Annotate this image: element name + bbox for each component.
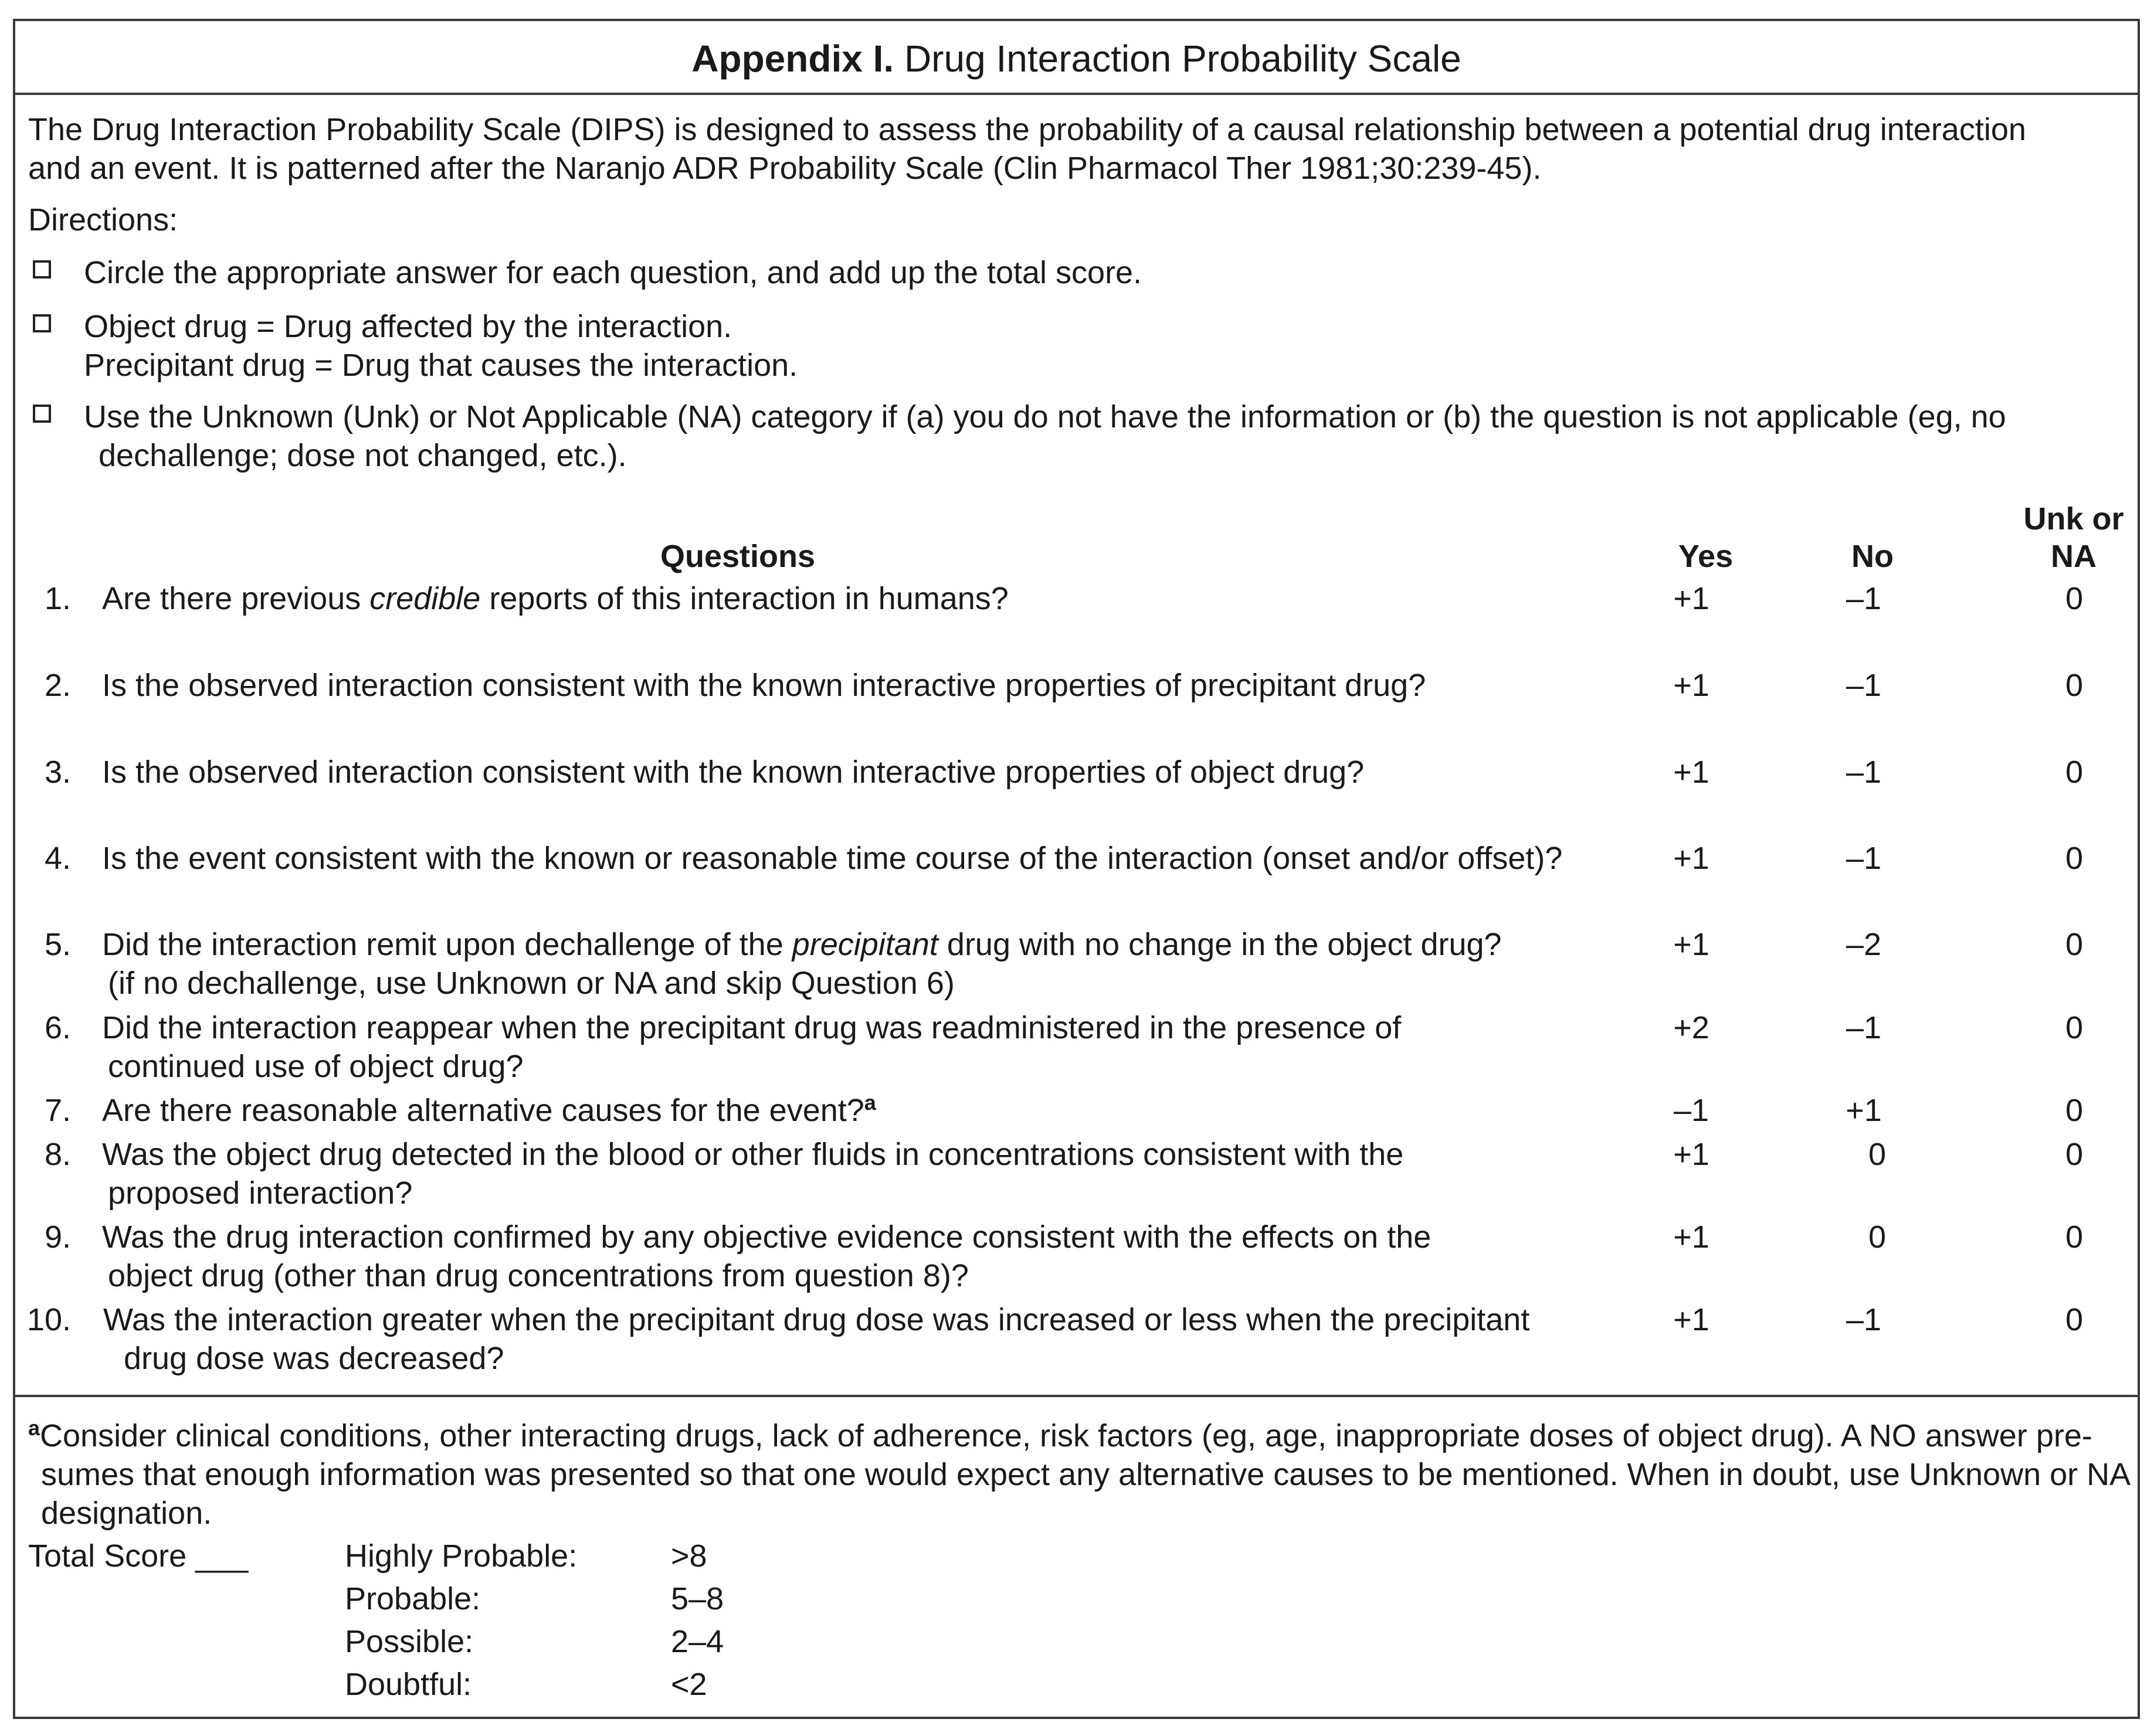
direction-item-1: Circle the appropriate answer for each question, and add up the total score. xyxy=(84,255,1142,290)
footnote-line-3: designation. xyxy=(41,1496,212,1531)
answer-yes[interactable]: +1 xyxy=(1673,927,1709,962)
answer-no[interactable]: –1 xyxy=(1846,668,1882,703)
footnote-divider xyxy=(15,1395,2138,1397)
score-category-name: Highly Probable: xyxy=(345,1538,578,1574)
header-unk-line-1: Unk or xyxy=(2023,501,2124,536)
question-number: 2. xyxy=(44,668,71,703)
directions-heading: Directions: xyxy=(28,202,178,237)
question-number: 6. xyxy=(44,1010,71,1045)
answer-yes[interactable]: +1 xyxy=(1673,841,1709,876)
footnote-line-2: sumes that enough information was presented so that one would expect any alternative causes to be mentioned. When in doubt, use Unknown or NA xyxy=(41,1457,2131,1492)
answer-unk[interactable]: 0 xyxy=(2065,841,2084,876)
question-number: 4. xyxy=(44,841,71,876)
score-category-name: Doubtful: xyxy=(345,1667,472,1702)
direction-item-3-line-2: dechallenge; dose not changed, etc.). xyxy=(99,438,627,473)
question-text: Was the interaction greater when the precipitant drug dose was increased or less when the precipitant drug dose was decreased? xyxy=(103,1302,1530,1376)
footnote-line-1: $^a$Consider clinical conditions, other interacting drugs, lack of adherence, risk factors (eg, age, inappropriate doses of object drug). A NO answer pre- xyxy=(28,1416,2092,1453)
score-category-name: Probable: xyxy=(345,1581,481,1616)
appendix-frame xyxy=(13,19,2140,1719)
answer-unk[interactable]: 0 xyxy=(2065,1093,2084,1128)
answer-unk[interactable]: 0 xyxy=(2065,755,2084,790)
header-questions: Questions xyxy=(660,539,816,574)
appendix-title xyxy=(15,35,2138,82)
answer-no[interactable]: –1 xyxy=(1846,1010,1882,1045)
answer-yes[interactable]: –1 xyxy=(1673,1093,1709,1128)
checkbox-2[interactable] xyxy=(33,314,51,332)
answer-yes[interactable]: +1 xyxy=(1673,755,1709,790)
question-text: Are there previous credible reports of this interaction in humans? xyxy=(102,581,1009,616)
question-text: Is the event consistent with the known or reasonable time course of the interaction (onset and/or offset)? xyxy=(102,841,1563,876)
score-category-name: Possible: xyxy=(345,1624,474,1659)
answer-no[interactable]: +1 xyxy=(1846,1093,1882,1128)
answer-no[interactable]: –2 xyxy=(1846,927,1882,962)
title-bold: Appendix I. xyxy=(691,38,894,80)
answer-yes[interactable]: +1 xyxy=(1673,668,1709,703)
footnote-marker: a xyxy=(28,1416,40,1440)
footnote-marker: a xyxy=(864,1090,876,1115)
header-unk-line-2: NA xyxy=(2051,539,2097,574)
answer-no[interactable]: –1 xyxy=(1846,755,1882,790)
score-category-range: >8 xyxy=(671,1538,707,1574)
answer-yes[interactable]: +1 xyxy=(1673,1302,1709,1337)
checkbox-1[interactable] xyxy=(33,260,51,278)
answer-no[interactable]: –1 xyxy=(1846,841,1882,876)
question-text: Was the object drug detected in the blood or other fluids in concentrations consistent with the proposed interaction? xyxy=(102,1137,1404,1211)
checkbox-3[interactable] xyxy=(33,405,51,423)
answer-no[interactable]: 0 xyxy=(1868,1137,1887,1172)
header-yes: Yes xyxy=(1678,539,1734,574)
answer-yes[interactable]: +2 xyxy=(1673,1010,1709,1045)
question-number: 8. xyxy=(44,1137,71,1172)
question-text: Was the drug interaction confirmed by any objective evidence consistent with the effects on the object drug (other than drug concentrations from question 8)? xyxy=(102,1219,1432,1293)
title-divider xyxy=(15,93,2138,95)
direction-item-3-line-1: Use the Unknown (Unk) or Not Applicable (NA) category if (a) you do not have the information or (b) the question is not applicable (eg, no xyxy=(84,399,2006,434)
header-no: No xyxy=(1851,539,1894,574)
question-number: 9. xyxy=(44,1219,71,1255)
answer-no[interactable]: 0 xyxy=(1868,1219,1887,1255)
title-rest: Drug Interaction Probability Scale xyxy=(904,38,1461,80)
question-text: Did the interaction reappear when the precipitant drug was readministered in the presence of continued use of object drug? xyxy=(102,1010,1402,1084)
direction-item-2-line-2: Precipitant drug = Drug that causes the interaction. xyxy=(84,348,798,383)
score-category-range: <2 xyxy=(671,1667,707,1702)
question-number: 10. xyxy=(26,1302,71,1337)
answer-no[interactable]: –1 xyxy=(1846,581,1882,616)
answer-unk[interactable]: 0 xyxy=(2065,1137,2084,1172)
question-number: 3. xyxy=(44,755,71,790)
intro-line-1: The Drug Interaction Probability Scale (DIPS) is designed to assess the probability of a causal relationship between a potential drug interaction xyxy=(28,112,2026,147)
answer-unk[interactable]: 0 xyxy=(2065,1219,2084,1255)
answer-yes[interactable]: +1 xyxy=(1673,1137,1709,1172)
answer-no[interactable]: –1 xyxy=(1846,1302,1882,1337)
intro-line-2: and an event. It is patterned after the Naranjo ADR Probability Scale (Clin Pharmacol Ther 1981;30:239-45). xyxy=(28,151,1542,186)
question-text: Did the interaction remit upon dechallenge of the precipitant drug with no change in the object drug? (if no dechallenge, use Unknown or NA and skip Question 6) xyxy=(102,927,1502,1001)
question-text: Are there reasonable alternative causes for the event?$^a$ xyxy=(102,1090,876,1128)
answer-unk[interactable]: 0 xyxy=(2065,581,2084,616)
answer-yes[interactable]: +1 xyxy=(1673,581,1709,616)
question-number: 7. xyxy=(44,1093,71,1128)
answer-unk[interactable]: 0 xyxy=(2065,1010,2084,1045)
question-text: Is the observed interaction consistent with the known interactive properties of precipitant drug? xyxy=(102,668,1426,703)
question-text: Is the observed interaction consistent with the known interactive properties of object drug? xyxy=(102,755,1365,790)
score-category-range: 2–4 xyxy=(671,1624,724,1659)
direction-item-2-line-1: Object drug = Drug affected by the interaction. xyxy=(84,309,732,344)
total-score-label[interactable]: Total Score ___ xyxy=(28,1538,249,1574)
question-number: 5. xyxy=(44,927,71,962)
answer-unk[interactable]: 0 xyxy=(2065,1302,2084,1337)
score-category-range: 5–8 xyxy=(671,1581,724,1616)
answer-unk[interactable]: 0 xyxy=(2065,927,2084,962)
answer-yes[interactable]: +1 xyxy=(1673,1219,1709,1255)
answer-unk[interactable]: 0 xyxy=(2065,668,2084,703)
question-number: 1. xyxy=(44,581,71,616)
